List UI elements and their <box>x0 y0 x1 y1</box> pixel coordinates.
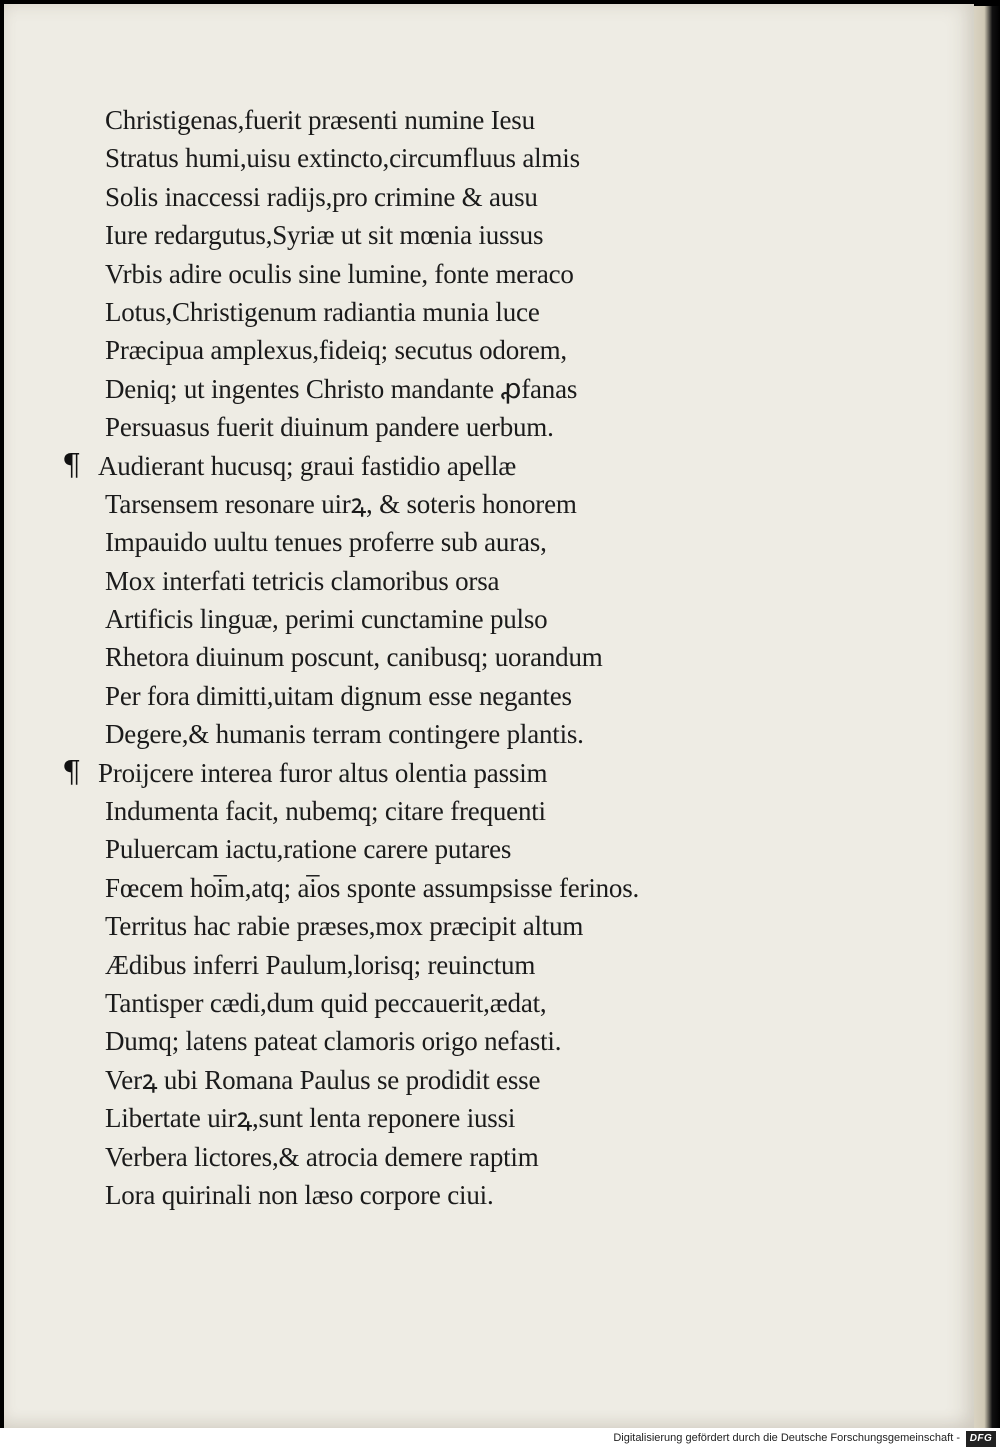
pilcrow-mark: ¶ <box>62 447 81 483</box>
verse-line <box>4 677 974 715</box>
verse-line-text: Ædibus inferri Paulum,lorisq; reuinctum <box>105 949 536 980</box>
verse-line-text: Iure redargutus,Syriæ ut sit mœnia iussus <box>105 220 544 251</box>
verse-line <box>4 485 974 523</box>
dfg-logo: DFG <box>966 1431 996 1447</box>
verse-line <box>4 1176 974 1214</box>
pilcrow-mark: ¶ <box>62 754 81 790</box>
verse-line <box>4 792 974 830</box>
verse-line <box>4 1099 974 1137</box>
verse-line <box>4 600 974 638</box>
verse-line <box>4 830 974 868</box>
verse-line <box>4 1022 974 1060</box>
verse-line <box>4 946 974 984</box>
verse-line <box>4 447 974 485</box>
verse-line-text: Mox interfati tetricis clamoribus orsa <box>105 565 500 596</box>
verse-line-text: Tantisper cædi,dum quid peccauerit,ædat, <box>105 987 547 1018</box>
verse-line <box>4 715 974 753</box>
verse-line-text: Libertate uirꝝ,sunt lenta reponere iussi <box>105 1103 516 1134</box>
verse-line-text: Fœcem hoi̅m,atq; ai̅os sponte assumpsisse ferinos. <box>105 872 640 903</box>
verse-text-block <box>4 101 974 1214</box>
verse-line-text: Persuasus fuerit diuinum pandere uerbum. <box>105 412 554 443</box>
page-fore-edge <box>974 6 1000 1428</box>
verse-line <box>4 523 974 561</box>
verse-line <box>4 754 974 792</box>
verse-line <box>4 984 974 1022</box>
verse-line <box>4 370 974 408</box>
verse-line <box>4 255 974 293</box>
verse-line-text: Territus hac rabie præses,mox præcipit altum <box>105 911 584 942</box>
verse-line <box>4 101 974 139</box>
book-page <box>4 4 974 1430</box>
verse-line <box>4 293 974 331</box>
verse-line <box>4 216 974 254</box>
verse-line-text: Degere,& humanis terram contingere plantis. <box>105 719 584 750</box>
verse-line-text: Proijcere interea furor altus olentia passim <box>98 757 548 788</box>
verse-line-text: Rhetora diuinum poscunt, canibusq; uorandum <box>105 642 603 673</box>
verse-line-text: Lora quirinali non læso corpore ciui. <box>105 1179 494 1210</box>
verse-line-text: Christigenas,fuerit præsenti numine Iesu <box>105 105 535 135</box>
verse-line <box>4 1061 974 1099</box>
verse-line <box>4 907 974 945</box>
funding-credit: Digitalisierung gefördert durch die Deutsche Forschungsgemeinschaft - <box>613 1432 960 1444</box>
verse-line-text: Puluercam iactu,ratione carere putares <box>105 834 512 865</box>
verse-line <box>4 139 974 177</box>
verse-line <box>4 1138 974 1176</box>
verse-line <box>4 562 974 600</box>
verse-line-text: Lotus,Christigenum radiantia munia luce <box>105 296 540 327</box>
verse-line-text: Audierant hucusq; graui fastidio apellæ <box>98 450 517 481</box>
verse-line-text: Indumenta facit, nubemq; citare frequenti <box>105 796 546 827</box>
verse-line <box>4 638 974 676</box>
verse-line-text: Dumq; latens pateat clamoris origo nefasti. <box>105 1026 562 1057</box>
verse-line-text: Verbera lictores,& atrocia demere raptim <box>105 1141 539 1172</box>
verse-line <box>4 869 974 907</box>
verse-line-text: Vrbis adire oculis sine lumine, fonte meraco <box>105 258 574 289</box>
verse-line-text: Per fora dimitti,uitam dignum esse negantes <box>105 680 572 711</box>
verse-line-text: Solis inaccessi radijs,pro crimine & ausu <box>105 181 538 212</box>
verse-line-text: Præcipua amplexus,fideiq; secutus odorem, <box>105 335 567 366</box>
verse-line-text: Stratus humi,uisu extincto,circumfluus almis <box>105 143 580 174</box>
verse-line-text: Artificis linguæ, perimi cunctamine pulso <box>105 604 548 635</box>
verse-line-text: Verꝝ ubi Romana Paulus se prodidit esse <box>105 1064 541 1095</box>
verse-line <box>4 331 974 369</box>
verse-line <box>4 408 974 446</box>
verse-line <box>4 178 974 216</box>
verse-line-text: Deniq; ut ingentes Christo mandante ꝓfanas <box>105 373 578 404</box>
digitization-footer <box>0 1428 1000 1452</box>
verse-line-text: Tarsensem resonare uirꝝ, & soteris honorem <box>105 488 577 519</box>
verse-line-text: Impauido uultu tenues proferre sub auras, <box>105 527 547 558</box>
